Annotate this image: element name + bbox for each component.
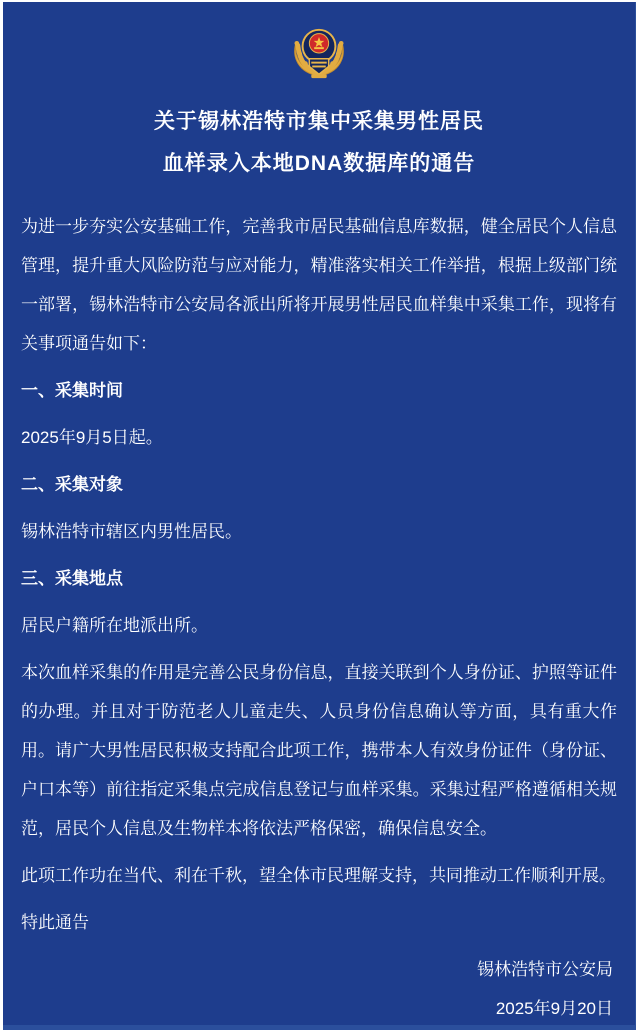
closing-paragraph: 此项工作功在当代、利在千秋，望全体市民理解支持，共同推动工作顺利开展。 — [21, 866, 616, 885]
notice-title-line1: 关于锡林浩特市集中采集男性居民 — [154, 110, 484, 133]
section-heading-collection-target: 二、采集对象 — [21, 475, 123, 494]
detail-paragraph: 本次血样采集的作用是完善公民身份信息，直接关联到个人身份证、护照等证件的办理。并且对于防范老人儿童走失、人员身份信息确认等方面，具有重大作用。请广大男性居民积极支持配合此项工作，携带本人有效身份证件（身份证、户口本等）前往指定采集点完成信息登记与血样采集。采集过程严格遵循相关规范，居民个人信息及生物样本将依法严格保密，确保信息安全。 — [21, 663, 617, 838]
final-note: 特此通告 — [21, 913, 89, 932]
section-body-collection-time: 2025年9月5日起。 — [21, 428, 163, 447]
notice-title-line2: 血样录入本地DNA数据库的通告 — [162, 152, 476, 175]
section-body-collection-location: 居民户籍所在地派出所。 — [21, 616, 208, 635]
signature-issuer: 锡林浩特市公安局 — [477, 960, 613, 979]
section-heading-collection-time: 一、采集时间 — [21, 381, 123, 400]
police-emblem-icon — [288, 24, 350, 80]
notice-card — [3, 2, 636, 1030]
section-heading-collection-location: 三、采集地点 — [21, 569, 123, 588]
notice-title — [21, 101, 617, 185]
intro-paragraph: 为进一步夯实公安基础工作，完善我市居民基础信息库数据，健全居民个人信息管理，提升重大风险防范与应对能力，精准落实相关工作举措，根据上级部门统一部署，锡林浩特市公安局各派出所将开展男性居民血样集中采集工作，现将有关事项通告如下： — [21, 217, 617, 353]
signature-block — [21, 950, 617, 1028]
emblem-wrap — [21, 2, 617, 85]
section-body-collection-target: 锡林浩特市辖区内男性居民。 — [21, 522, 242, 541]
signature-date: 2025年9月20日 — [495, 999, 613, 1018]
